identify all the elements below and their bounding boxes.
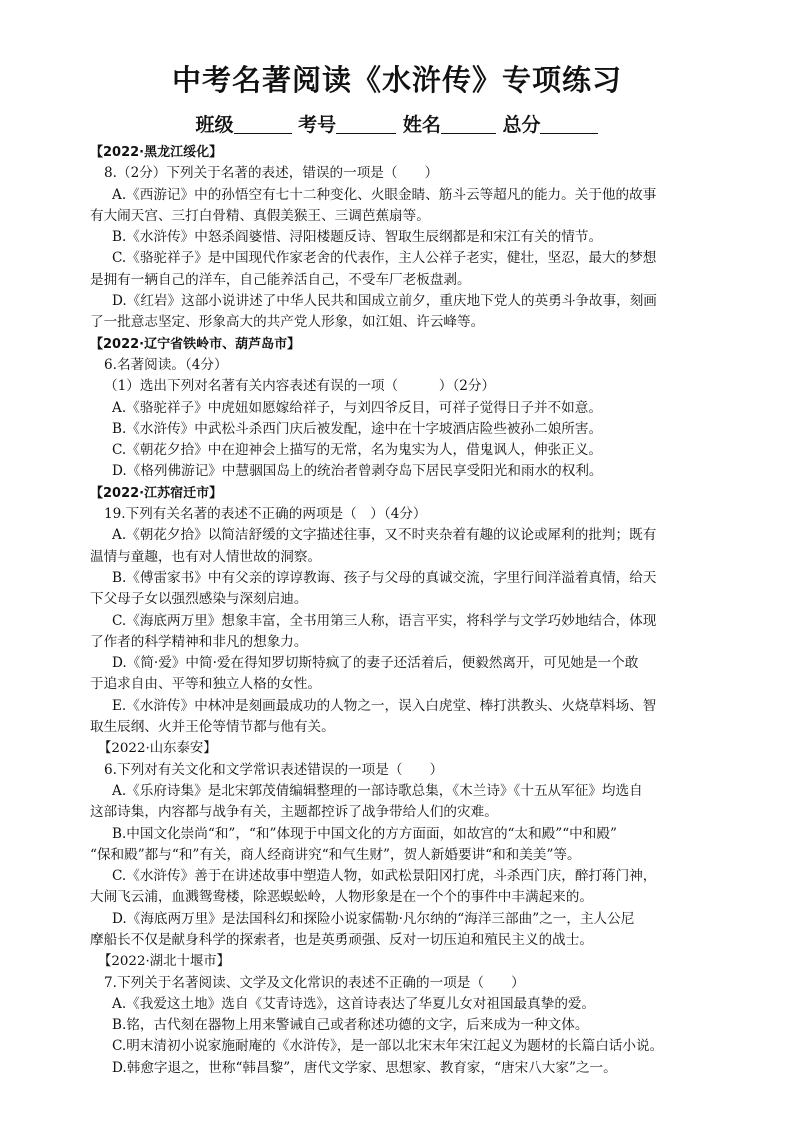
score-label: 总分 (502, 114, 541, 136)
text-line: “保和殿”都与“和”有关，商人经商讲究“和气生财”，贺人新婚要讲“和和美美”等。 (90, 846, 581, 863)
section-source-heading: 【2022·山东泰安】 (98, 741, 217, 757)
question-content (90, 142, 710, 1079)
name-label: 姓名 (402, 114, 441, 136)
student-info-line (0, 110, 794, 137)
text-line: 了作者的科学精神和非凡的想象力。 (90, 633, 308, 650)
answer-option: A.《我爱这土地》选自《艾青诗选》，这首诗表达了华夏儿女对祖国最真挚的爱。 (112, 995, 596, 1012)
text-line: 温情与童趣，也有对人情世故的洞察。 (90, 548, 322, 565)
question-stem: 19.下列有关名著的表述不正确的两项是（ ）（4分） (104, 506, 427, 523)
text-line: 摩船长不仅是献身科学的探索者，也是英勇顽强、反对一切压迫和殖民主义的战士。 (90, 931, 593, 948)
score-blank[interactable] (540, 115, 598, 134)
answer-option: D.韩愈字退之，世称“韩昌黎”，唐代文学家、思想家、教育家，“唐宋八大家”之一。 (112, 1059, 617, 1076)
answer-option: D.《海底两万里》是法国科幻和探险小说家儒勒·凡尔纳的“海洋三部曲”之一，主人公尼 (112, 910, 635, 927)
text-line: 是拥有一辆自己的洋车，自己能养活自己，不受车厂老板盘剥。 (90, 271, 471, 288)
answer-option: B.《傅雷家书》中有父亲的谆谆教诲、孩子与父母的真诚交流，字里行间洋溢着真情，给天 (112, 569, 657, 586)
answer-option: A.《朝花夕拾》以简洁舒缓的文字描述往事，又不时夹杂着有趣的议论或犀利的批判；既有 (112, 527, 657, 544)
text-line: 于追求自由、平等和独立人格的女性。 (90, 676, 322, 693)
question-stem: （1）选出下列对名著有关内容表述有误的一项（ ）（2分） (104, 378, 496, 395)
answer-option: C.《水浒传》善于在讲述故事中塑造人物，如武松景阳冈打虎，斗杀西门庆，醉打蒋门神， (112, 868, 657, 885)
answer-option: C.《海底两万里》想象丰富，全书用第三人称，语言平实，将科学与文学巧妙地结合，体现 (112, 612, 657, 629)
answer-option: B.《水浒传》中武松斗杀西门庆后被发配，途中在十字坡酒店险些被孙二娘所害。 (112, 420, 603, 437)
answer-option: B.中国文化崇尚“和”，“和”体现于中国文化的方方面面，如故宫的“太和殿”“中和殿” (112, 825, 617, 842)
text-line: 大闹飞云浦，血溅鸳鸯楼，除恶蜈蚣岭，人物形象是在一个个的事件中丰满起来的。 (90, 889, 593, 906)
exam-number-blank[interactable] (336, 115, 396, 134)
section-source-heading: 【2022·黑龙江绥化】 (90, 145, 223, 160)
answer-option: D.《简·爱》中简·爱在得知罗切斯特疯了的妻子还活着后，便毅然离开，可见她是一个敢 (112, 655, 639, 672)
question-stem: 6.名著阅读。（4分） (104, 356, 228, 373)
section-source-heading: 【2022·江苏宿迁市】 (90, 485, 223, 501)
page-title: 中考名著阅读《水浒传》专项练习 (171, 63, 622, 97)
question-stem: 7.下列关于名著阅读、文学及文化常识的表述不正确的一项是（ ） (104, 974, 525, 991)
answer-option: B.《水浒传》中怒杀阎婆惜、浔阳楼题反诗、智取生辰纲都是和宋江有关的情节。 (112, 229, 603, 246)
text-line: 有大闹天宫、三打白骨精、真假美猴王、三调芭蕉扇等。 (90, 207, 430, 224)
answer-option: A.《骆驼祥子》中虎妞如愿嫁给祥子，与刘四爷反目，可祥子觉得日子并不如意。 (112, 399, 602, 416)
answer-option: C.《骆驼祥子》是中国现代作家老舍的代表作，主人公祥子老实，健壮，坚忍，最大的梦想 (112, 250, 657, 267)
text-line: 了一批意志坚定、形象高大的共产党人形象，如江姐、许云峰等。 (90, 314, 485, 331)
class-blank[interactable] (234, 115, 292, 134)
text-line: 下父母子女以强烈感染与深刻启迪。 (90, 591, 308, 608)
answer-option: C.明末清初小说家施耐庵的《水浒传》，是一部以北宋末年宋江起义为题材的长篇白话小说。 (112, 1038, 664, 1055)
exam-number-label: 考号 (298, 114, 337, 136)
answer-option: E.《水浒传》中林冲是刻画最成功的人物之一，误入白虎堂、棒打洪教头、火烧草料场、智 (112, 697, 657, 714)
answer-option: A.《西游记》中的孙悟空有七十二种变化、火眼金睛、筋斗云等超凡的能力。关于他的故事 (112, 186, 657, 203)
answer-option: A.《乐府诗集》是北宋郭茂倩编辑整理的一部诗歌总集，《木兰诗》《十五从军征》均选自 (112, 782, 643, 799)
section-source-heading: 【2022·湖北十堰市】 (98, 954, 231, 970)
answer-option: D.《格列佛游记》中慧骃国岛上的统治者曾剥夺岛下居民享受阳光和雨水的权利。 (112, 463, 603, 480)
class-label: 班级 (195, 114, 234, 136)
answer-option: C.《朝花夕拾》中在迎神会上描写的无常，名为鬼实为人，借鬼讽人，伸张正义。 (112, 442, 603, 459)
section-source-heading: 【2022·辽宁省铁岭市、葫芦岛市】 (90, 336, 301, 352)
text-line: 取生辰纲、火并王伦等情节都与他有关。 (90, 719, 335, 736)
question-stem: 6.下列对有关文化和文学常识表述错误的一项是（ ） (104, 761, 444, 778)
name-blank[interactable] (441, 115, 496, 134)
question-stem: 8.（2分）下列关于名著的表述，错误的一项是（ ） (104, 165, 439, 182)
answer-option: D.《红岩》这部小说讲述了中华人民共和国成立前夕，重庆地下党人的英勇斗争故事，刻画 (112, 293, 657, 310)
text-line: 这部诗集，内容都与战争有关，主题都控诉了战争带给人们的灾难。 (90, 804, 498, 821)
answer-option: B.铭，古代刻在器物上用来警诫自己或者称述功德的文字，后来成为一种文体。 (112, 1017, 589, 1034)
